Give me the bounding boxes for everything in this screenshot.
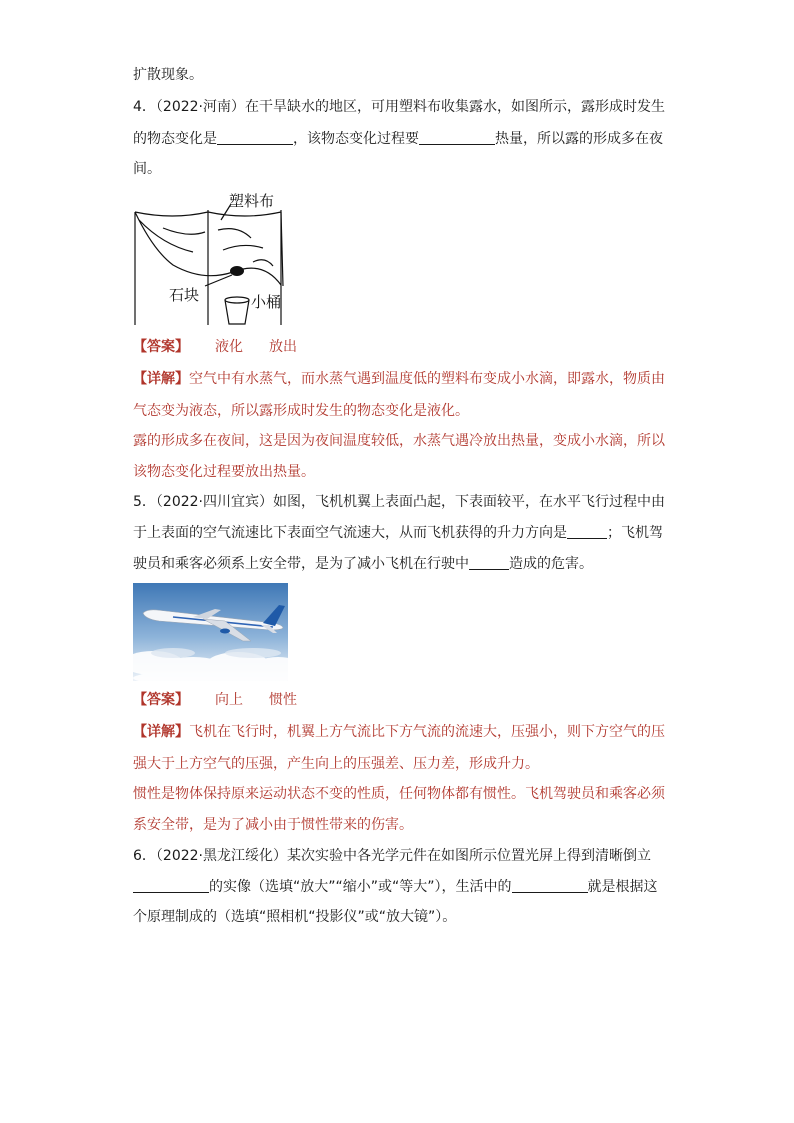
q5-answer-2: 惯性 xyxy=(269,692,297,708)
q5-blank-2 xyxy=(469,555,509,570)
q4-line2-post: 热量，所以露的形成多在夜 xyxy=(495,131,663,147)
q5-line2-post: ；飞机驾 xyxy=(607,525,663,541)
q6-line2 xyxy=(133,876,658,898)
q5-line2-pre: 于上表面的空气流速比下表面空气流速大，从而飞机获得的升力方向是 xyxy=(133,525,567,541)
label-plastic-cloth: 塑料布 xyxy=(229,192,275,210)
q4-blank-1 xyxy=(217,130,293,145)
q5-detail-line3: 惯性是物体保持原来运动状态不变的性质，任何物体都有惯性。飞机驾驶员和乘客必须 xyxy=(133,786,665,802)
intro-tail: 扩散现象。 xyxy=(133,67,203,83)
q4-answer-tag: 【答案】 xyxy=(133,339,189,355)
q4-answer-1: 液化 xyxy=(215,339,243,355)
q5-blank-1 xyxy=(567,524,607,539)
q5-detail-line4: 系安全带，是为了减小由于惯性带来的伤害。 xyxy=(133,817,413,833)
q6-line2-mid: 的实像（选填“放大”“缩小”或“等大”），生活中的 xyxy=(209,879,512,895)
q4-line2-mid: ，该物态变化过程要 xyxy=(293,131,419,147)
q5-line3-post: 造成的危害。 xyxy=(509,556,593,572)
q4-line3: 间。 xyxy=(133,161,161,177)
label-bucket: 小桶 xyxy=(251,293,282,311)
airplane-photo xyxy=(133,583,288,681)
q5-answer-1: 向上 xyxy=(215,692,243,708)
q5-answer xyxy=(133,689,297,711)
q4-detail-tag: 【详解】 xyxy=(133,371,189,387)
q5-line2 xyxy=(133,522,663,544)
q5-detail-tag: 【详解】 xyxy=(133,724,189,740)
q5-detail-line2: 强大于上方空气的压强，产生向上的压强差、压力差，形成升力。 xyxy=(133,756,539,772)
q4-line1: 4．（2022·河南）在干旱缺水的地区，可用塑料布收集露水，如图所示，露形成时发生 xyxy=(133,99,665,115)
airplane-photo-drawing xyxy=(133,583,288,681)
q6-line1: 6．（2022·黑龙江绥化）某次实验中各光学元件在如图所示位置光屏上得到清晰倒立 xyxy=(133,848,651,864)
label-stone: 石块 xyxy=(169,286,200,304)
q4-answer xyxy=(133,336,297,358)
q5-line3 xyxy=(133,553,593,575)
q4-detail-line1 xyxy=(133,368,665,390)
q5-detail-text-1: 飞机在飞行时，机翼上方气流比下方气流的流速大，压强小，则下方空气的压 xyxy=(189,724,665,740)
q5-answer-tag: 【答案】 xyxy=(133,692,189,708)
q6-line3: 个原理制成的（选填“照相机“投影仪”或“放大镜”）。 xyxy=(133,909,457,925)
q4-answer-2: 放出 xyxy=(269,339,297,355)
q6-blank-2 xyxy=(512,878,588,893)
q6-blank-1 xyxy=(133,878,209,893)
dew-collection-figure xyxy=(133,190,293,330)
q5-detail-line1 xyxy=(133,721,665,743)
q4-line2-pre: 的物态变化是 xyxy=(133,131,217,147)
q4-detail-text-1: 空气中有水蒸气，而水蒸气遇到温度低的塑料布变成小水滴，即露水，物质由 xyxy=(189,371,665,387)
q4-detail-line2: 气态变为液态，所以露形成时发生的物态变化是液化。 xyxy=(133,403,469,419)
q4-line2 xyxy=(133,128,663,150)
q6-line2-post: 就是根据这 xyxy=(587,879,658,895)
q4-detail-line4: 该物态变化过程要放出热量。 xyxy=(133,464,315,480)
q5-line3-pre: 驶员和乘客必须系上安全带，是为了减小飞机在行驶中 xyxy=(133,556,469,572)
q4-detail-line3: 露的形成多在夜间，这是因为夜间温度较低，水蒸气遇冷放出热量，变成小水滴，所以 xyxy=(133,433,665,449)
q5-line1: 5．（2022·四川宜宾）如图，飞机机翼上表面凸起，下表面较平，在水平飞行过程中由 xyxy=(133,494,665,510)
q4-blank-2 xyxy=(419,130,495,145)
